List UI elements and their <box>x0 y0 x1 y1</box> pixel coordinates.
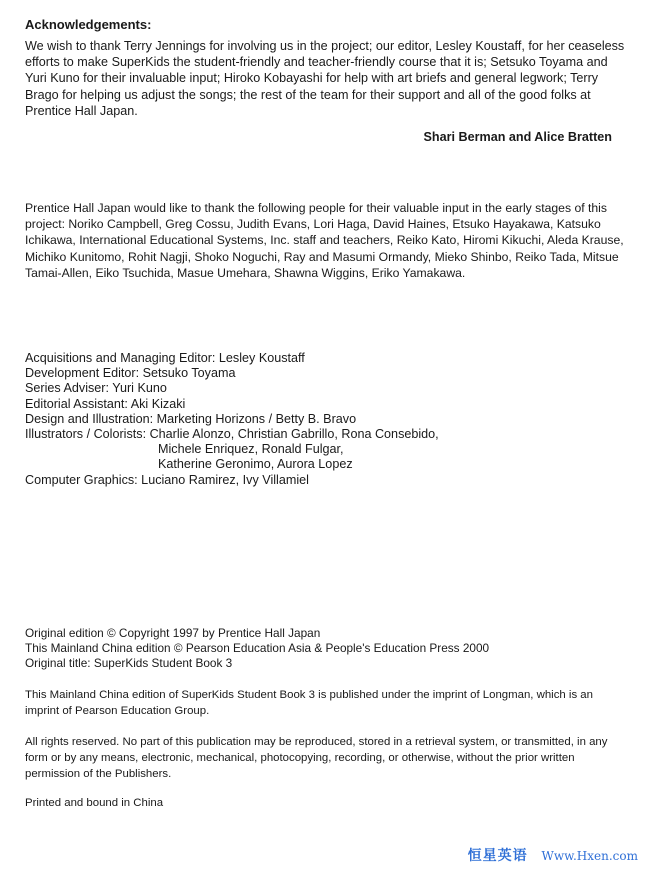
printed-notice: Printed and bound in China <box>25 797 164 809</box>
publisher-thanks-text: Prentice Hall Japan would like to thank the following people for their valuable input in the early stages of this project: Noriko Campbell, Greg Cossu, Judith Evans, Lori Haga, David Haines, Etsuko Hayakawa, Katsuko Ichikawa, International Educational Systems, Inc. staff and teachers, Reiko Kato, Hiromi Kikuchi, Aleda Krause, Michiko Kunitomo, Rohit Nagji, Shoko Noguchi, Ray and Masumi Ormandy, Mieko Shinbo, Reiko Tada, Mitsue Tamai-Allen, Eiko Tsuchida, Masue Umehara, Shawna Wiggins, Eriko Yamakawa. <box>25 201 624 280</box>
acknowledgements-paragraph <box>25 38 630 119</box>
credit-editorial-assistant: Editorial Assistant: Aki Kizaki <box>25 396 186 411</box>
original-title-line: Original title: SuperKids Student Book 3 <box>25 656 233 671</box>
watermark-url: Www.Hxen.com <box>541 849 638 863</box>
mainland-edition-line: This Mainland China edition © Pearson Education Asia & People's Education Press 2000 <box>25 641 490 656</box>
rights-notice <box>25 734 630 783</box>
acknowledgements-heading: Acknowledgements: <box>25 17 152 32</box>
authors-signature: Shari Berman and Alice Bratten <box>423 130 612 144</box>
edition-notice <box>25 626 630 672</box>
site-watermark <box>468 846 638 865</box>
credit-illustrators-continued: Michele Enriquez, Ronald Fulgar, <box>158 442 344 457</box>
credit-illustrators-continued: Katherine Geronimo, Aurora Lopez <box>158 457 353 472</box>
watermark-site-name: 恒星英语 <box>467 848 528 864</box>
credit-development-editor: Development Editor: Setsuko Toyama <box>25 366 236 381</box>
imprint-text: This Mainland China edition of SuperKids Student Book 3 is published under the imprint of Longman, which is an imprint of Pearson Education Group. <box>25 689 593 718</box>
original-edition-line: Original edition © Copyright 1997 by Prentice Hall Japan <box>25 626 321 640</box>
credit-design-illustration: Design and Illustration: Marketing Horizons / Betty B. Bravo <box>25 411 357 426</box>
staff-credits <box>25 351 630 488</box>
credit-acquisitions-editor: Acquisitions and Managing Editor: Lesley Koustaff <box>25 351 305 365</box>
publisher-thanks-paragraph <box>25 200 630 281</box>
imprint-notice <box>25 687 630 719</box>
acknowledgements-text: We wish to thank Terry Jennings for involving us in the project; our editor, Lesley Koustaff, for her ceaseless efforts to make SuperKids the student-friendly and teacher-friendly course that it is; Setsuko Toyama and Yuri Kuno for their invaluable input; Hiroko Kobayashi for help with art briefs and general legwork; Terry Brago for helping us adjust the songs; the rest of the team for their support and all of the good folks at Prentice Hall Japan. <box>25 39 625 118</box>
credit-illustrators: Illustrators / Colorists: Charlie Alonzo, Christian Gabrillo, Rona Consebido, <box>25 427 439 442</box>
rights-text: All rights reserved. No part of this publication may be reproduced, stored in a retrieval system, or transmitted, in any form or by any means, electronic, mechanical, photocopying, recording, or otherwise, without the prior written permission of the Publishers. <box>25 736 608 781</box>
credit-series-adviser: Series Adviser: Yuri Kuno <box>25 381 167 396</box>
credit-computer-graphics: Computer Graphics: Luciano Ramirez, Ivy Villamiel <box>25 472 309 487</box>
